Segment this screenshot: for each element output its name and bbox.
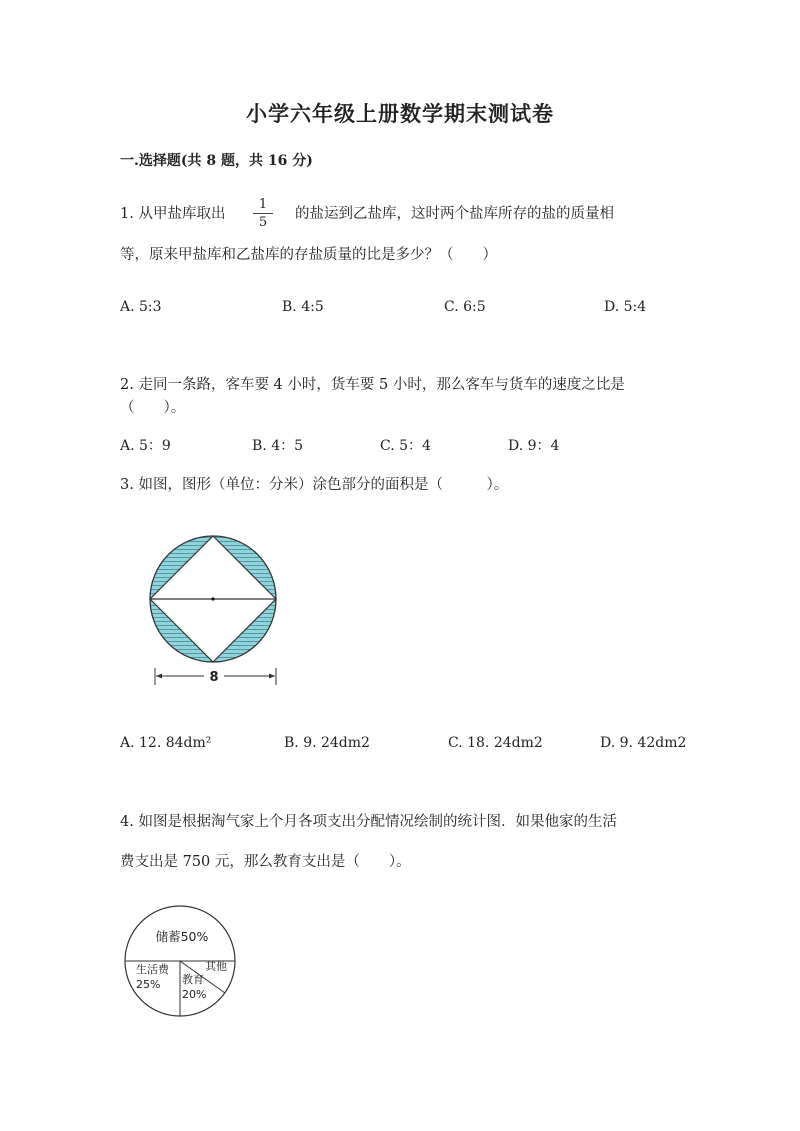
q2-text-line2: （ ）。 xyxy=(120,400,186,416)
q1-option-c[interactable]: C. 6:5 xyxy=(444,299,486,315)
q1-option-a[interactable]: A. 5:3 xyxy=(120,299,162,315)
q3-option-c[interactable]: C. 18. 24dm2 xyxy=(448,735,543,751)
q1-fraction-numerator: 1 xyxy=(253,196,273,214)
q1-fraction xyxy=(253,196,273,231)
q1-option-d[interactable]: D. 5:4 xyxy=(604,299,647,315)
q3-center-dot xyxy=(211,597,214,600)
q4-label-savings: 储蓄50% xyxy=(155,929,209,944)
q4-text-line1: 4. 如图是根据淘气家上个月各项支出分配情况绘制的统计图．如果他家的生活 xyxy=(120,814,617,830)
q2-option-d[interactable]: D. 9：4 xyxy=(508,438,560,454)
q4-pie-chart xyxy=(120,905,245,1020)
section-heading: 一.选择题(共 8 题，共 16 分) xyxy=(120,153,313,169)
q3-option-a[interactable]: A. 12. 84dm² xyxy=(120,735,212,751)
q3-text: 3. 如图，图形（单位：分米）涂色部分的面积是（ ）。 xyxy=(120,477,509,493)
q4-label-education: 教育 xyxy=(182,973,204,986)
q3-option-d[interactable]: D. 9. 42dm2 xyxy=(600,735,687,751)
q3-option-b[interactable]: B. 9. 24dm2 xyxy=(284,735,370,751)
q1-text-suffix: 的盐运到乙盐库，这时两个盐库所存的盐的质量相 xyxy=(295,206,614,222)
q3-dim-arrow-left xyxy=(156,674,162,679)
q4-label-other: 其他 xyxy=(205,960,227,973)
q3-dim-label: 8 xyxy=(209,670,219,685)
q4-label-education-pct: 20% xyxy=(182,988,207,1001)
q4-label-living: 生活费 xyxy=(136,963,169,976)
page-title: 小学六年级上册数学期末测试卷 xyxy=(246,101,554,126)
q3-figure xyxy=(140,525,300,690)
q1-text-prefix: 1. 从甲盐库取出 xyxy=(120,206,226,222)
q1-option-b[interactable]: B. 4:5 xyxy=(282,299,324,315)
q2-option-a[interactable]: A. 5：9 xyxy=(120,438,171,454)
q3-dim-arrow-right xyxy=(269,674,275,679)
q2-option-c[interactable]: C. 5：4 xyxy=(380,438,431,454)
q2-option-b[interactable]: B. 4：5 xyxy=(252,438,304,454)
q4-label-living-pct: 25% xyxy=(136,978,161,991)
q2-text-line1: 2. 走同一条路，客车要 4 小时，货车要 5 小时，那么客车与货车的速度之比是 xyxy=(120,377,625,393)
q1-text-line2: 等，原来甲盐库和乙盐库的存盐质量的比是多少？（ ） xyxy=(120,247,497,263)
q4-text-line2: 费支出是 750 元，那么教育支出是（ ）。 xyxy=(120,854,411,870)
q1-fraction-denominator: 5 xyxy=(258,215,268,230)
